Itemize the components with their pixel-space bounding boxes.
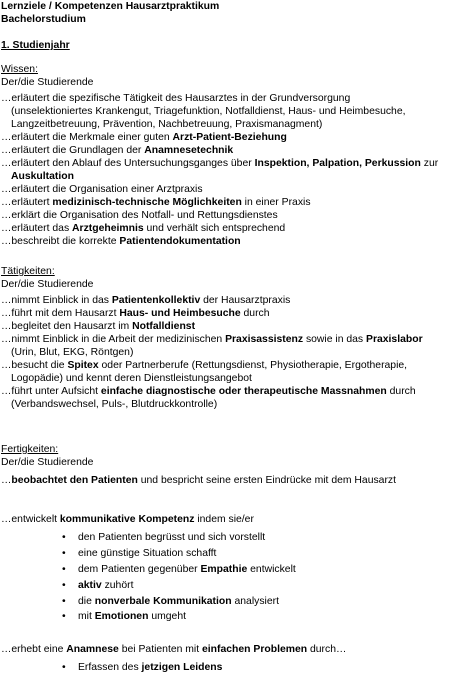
text-segment: sowie in das bbox=[303, 334, 367, 345]
section-intro: Der/die Studierende bbox=[1, 77, 94, 88]
bullet-list bbox=[1, 530, 471, 625]
bold-term: beobachtet den Patienten bbox=[11, 475, 138, 486]
bold-term: einfache diagnostische oder therapeutische Massnahmen bbox=[100, 386, 387, 397]
bold-term: Arzt-Patient-Beziehung bbox=[172, 132, 287, 143]
text-segment: entwickelt bbox=[247, 563, 296, 575]
section-intro: Der/die Studierende bbox=[1, 279, 94, 290]
text-segment: durch… bbox=[307, 644, 347, 656]
bold-term: jetzigen Leidens bbox=[141, 662, 223, 674]
bullet-item bbox=[1, 546, 471, 562]
text-segment: Logopädie) und kennt deren Dienstleistungsangebot bbox=[11, 373, 252, 384]
objective-item bbox=[1, 643, 471, 656]
text-segment: indem sie/er bbox=[194, 514, 254, 525]
text-segment: durch bbox=[386, 386, 416, 397]
bullet-dot-icon: • bbox=[62, 611, 66, 623]
text-segment: (Verbandswechsel, Puls-, Blutdruckkontrolle) bbox=[11, 399, 218, 410]
text-segment: und verhält sich entsprechend bbox=[143, 223, 286, 234]
bold-term: medizinisch-technische Möglichkeiten bbox=[52, 197, 242, 208]
objective-item-continuation bbox=[1, 170, 471, 183]
objective-item bbox=[1, 209, 471, 222]
objective-list bbox=[1, 294, 471, 411]
text-segment: …nimmt Einblick in das bbox=[1, 295, 112, 306]
bold-term: Empathie bbox=[200, 563, 248, 575]
bullet-dot-icon: • bbox=[62, 532, 66, 543]
section-heading: Tätigkeiten: bbox=[1, 266, 55, 277]
objective-item bbox=[1, 196, 471, 209]
text-segment: …erläutert das bbox=[1, 223, 73, 234]
bold-term: Inspektion, Palpation, Perkussion bbox=[254, 158, 421, 169]
text-segment: …begleitet den Hausarzt im bbox=[1, 321, 133, 332]
bullet-dot-icon: • bbox=[62, 563, 66, 575]
section-fertigkeiten bbox=[1, 443, 471, 676]
section-intro: Der/die Studierende bbox=[1, 457, 94, 468]
objective-item bbox=[1, 222, 471, 235]
text-segment: zuhört bbox=[101, 579, 134, 591]
text-segment: …erläutert den Ablauf des Untersuchungsganges über bbox=[1, 158, 255, 169]
text-segment: …führt unter Aufsicht bbox=[1, 386, 101, 397]
document-subtitle: Bachelorstudium bbox=[1, 14, 86, 25]
bold-term: Praxisassistenz bbox=[225, 334, 304, 345]
section-heading: Wissen: bbox=[1, 64, 38, 75]
text-segment: der Hausarztpraxis bbox=[200, 295, 291, 306]
bold-term: Patientendokumentation bbox=[119, 236, 241, 247]
section-wissen bbox=[1, 63, 471, 248]
objective-item bbox=[1, 131, 471, 144]
objective-item bbox=[1, 359, 471, 372]
text-segment: …besucht die bbox=[1, 360, 68, 371]
text-segment: …erklärt die Organisation des Notfall- und Rettungsdienstes bbox=[1, 210, 278, 221]
bullet-list bbox=[1, 660, 471, 676]
objective-item bbox=[1, 513, 471, 526]
text-segment: Erfassen des bbox=[78, 662, 142, 674]
text-segment: den Patienten begrüsst und sich vorstellt bbox=[78, 532, 266, 543]
bullet-dot-icon: • bbox=[62, 662, 66, 674]
bold-term: Arztgeheimnis bbox=[72, 223, 144, 234]
text-segment: …erläutert bbox=[1, 197, 53, 208]
objective-item-continuation bbox=[1, 118, 471, 131]
text-segment: …entwickelt bbox=[1, 514, 60, 525]
objective-item bbox=[1, 157, 471, 170]
bullet-item bbox=[1, 562, 471, 578]
objective-item bbox=[1, 307, 471, 320]
objective-item bbox=[1, 385, 471, 398]
text-segment: (Urin, Blut, EKG, Röntgen) bbox=[11, 347, 134, 358]
bold-term: Anamnesetechnik bbox=[144, 145, 234, 156]
objective-item bbox=[1, 235, 471, 248]
bullet-dot-icon: • bbox=[62, 547, 66, 559]
text-segment: durch bbox=[240, 308, 270, 319]
objective-item-continuation bbox=[1, 372, 471, 385]
year-heading: 1. Studienjahr bbox=[1, 40, 70, 51]
bold-term: nonverbale Kommunikation bbox=[94, 595, 232, 607]
text-segment: analysiert bbox=[231, 595, 279, 607]
bullet-item bbox=[1, 660, 471, 676]
objective-item-continuation bbox=[1, 105, 471, 118]
bullet-dot-icon: • bbox=[62, 595, 66, 607]
objective-item bbox=[1, 144, 471, 157]
text-segment: umgeht bbox=[148, 611, 186, 623]
text-segment: …erläutert die Grundlagen der bbox=[1, 145, 145, 156]
objective-item-continuation bbox=[1, 398, 471, 411]
objective-item bbox=[1, 294, 471, 307]
text-segment: …erhebt eine bbox=[1, 644, 67, 656]
objective-item bbox=[1, 92, 471, 105]
bold-term: Patientenkollektiv bbox=[111, 295, 201, 306]
bold-term: Auskultation bbox=[11, 171, 74, 182]
bullet-item bbox=[1, 530, 471, 546]
text-segment: … bbox=[1, 475, 12, 486]
bold-term: aktiv bbox=[78, 579, 102, 591]
bold-term: Praxislabor bbox=[366, 334, 423, 345]
bold-term: Spitex bbox=[67, 360, 99, 371]
bold-term: Haus- und Heimbesuche bbox=[119, 308, 241, 319]
bold-term: kommunikative Kompetenz bbox=[59, 514, 195, 525]
objective-item-continuation bbox=[1, 346, 471, 359]
objective-item bbox=[1, 320, 471, 333]
text-segment: …erläutert die spezifische Tätigkeit des Hausarztes in der Grundversorgung bbox=[1, 93, 351, 104]
objective-item bbox=[1, 474, 471, 487]
bullet-item bbox=[1, 609, 471, 625]
bold-term: einfachen Problemen bbox=[202, 644, 308, 656]
bold-term: Anamnese bbox=[66, 644, 119, 656]
text-segment: bei Patienten mit bbox=[118, 644, 203, 656]
text-segment: dem Patienten gegenüber bbox=[78, 563, 201, 575]
text-segment: …nimmt Einblick in die Arbeit der medizinischen bbox=[1, 334, 226, 345]
text-segment: mit bbox=[78, 611, 95, 623]
section-taetigkeiten bbox=[1, 265, 471, 411]
bullet-item bbox=[1, 578, 471, 594]
text-segment: und bespricht seine ersten Eindrücke mit dem Hausarzt bbox=[137, 475, 397, 486]
text-segment: die bbox=[78, 595, 95, 607]
objective-item bbox=[1, 183, 471, 196]
document-title: Lernziele / Kompetenzen Hausarztpraktikum bbox=[1, 1, 220, 12]
text-segment: …erläutert die Organisation einer Arztpraxis bbox=[1, 184, 203, 195]
objective-list bbox=[1, 92, 471, 248]
text-segment: (unselektioniertes Krankengut, Triagefunktion, Notfalldienst, Haus- und Heimbesuche, bbox=[11, 106, 406, 117]
text-segment: …führt mit dem Hausarzt bbox=[1, 308, 120, 319]
text-segment: in einer Praxis bbox=[241, 197, 311, 208]
text-segment: eine günstige Situation schafft bbox=[78, 547, 217, 559]
bullet-dot-icon: • bbox=[62, 579, 66, 591]
bullet-item bbox=[1, 594, 471, 610]
text-segment: oder Partnerberufe (Rettungsdienst, Physiotherapie, Ergotherapie, bbox=[98, 360, 408, 371]
text-segment: Langzeitbetreuung, Prävention, Nachbetreuung, Praxismanagment) bbox=[11, 119, 323, 130]
bold-term: Notfalldienst bbox=[132, 321, 196, 332]
section-heading: Fertigkeiten: bbox=[1, 444, 59, 455]
bold-term: Emotionen bbox=[94, 611, 149, 623]
objective-item bbox=[1, 333, 471, 346]
text-segment: …erläutert die Merkmale einer guten bbox=[1, 132, 173, 143]
text-segment: zur bbox=[420, 158, 439, 169]
text-segment: …beschreibt die korrekte bbox=[1, 236, 120, 247]
